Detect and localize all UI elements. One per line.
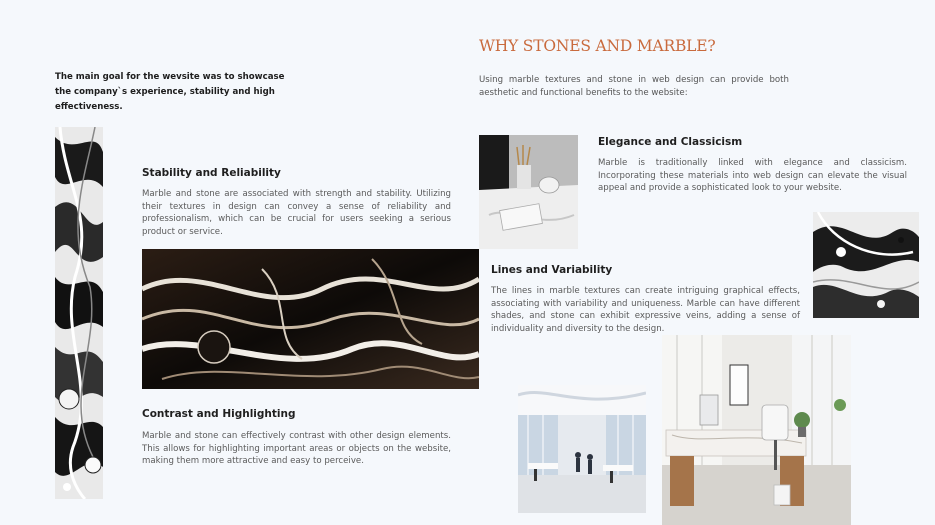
marble-swirl-image [142,249,479,389]
marble-strip-image [55,127,103,499]
office-photo [518,385,646,513]
lines-body: The lines in marble textures can create intriguing graphical effects, associating with variability and uniqueness. Marble can have different shades, and stone can exhibit expressive veins, adding a sense of individuality and diversity to the design. [491,286,800,334]
elegance-body: Marble is traditionally linked with elegance and classicism. Incorporating these materials into web design can elevate the visual appeal and provide a sophisticated look to your website. [598,158,907,194]
marble-square-image [813,212,919,318]
lines-title: Lines and Variability [491,264,613,276]
marble-desk-photo [479,135,578,249]
stability-body: Marble and stone are associated with strength and stability. Utilizing their textures in design can convey a sense of reliability and professionalism, which can be crucial for users seeking a serious product or service. [142,189,451,237]
elegance-title: Elegance and Classicism [598,136,743,148]
stability-title: Stability and Reliability [142,167,281,179]
interior-desk-photo [662,335,851,525]
goal-statement: The main goal for the wevsite was to showcase the company`s experience, stability and high effectiveness. [55,72,285,112]
intro-paragraph: Using marble textures and stone in web design can provide both aesthetic and functional benefits to the website: [479,75,789,98]
contrast-body: Marble and stone can effectively contrast with other design elements. This allows for highlighting important areas or objects on the website, making them more attractive and easy to perceive. [142,431,451,467]
page-title: WHY STONES AND MARBLE? [479,37,716,55]
contrast-title: Contrast and Highlighting [142,408,296,420]
